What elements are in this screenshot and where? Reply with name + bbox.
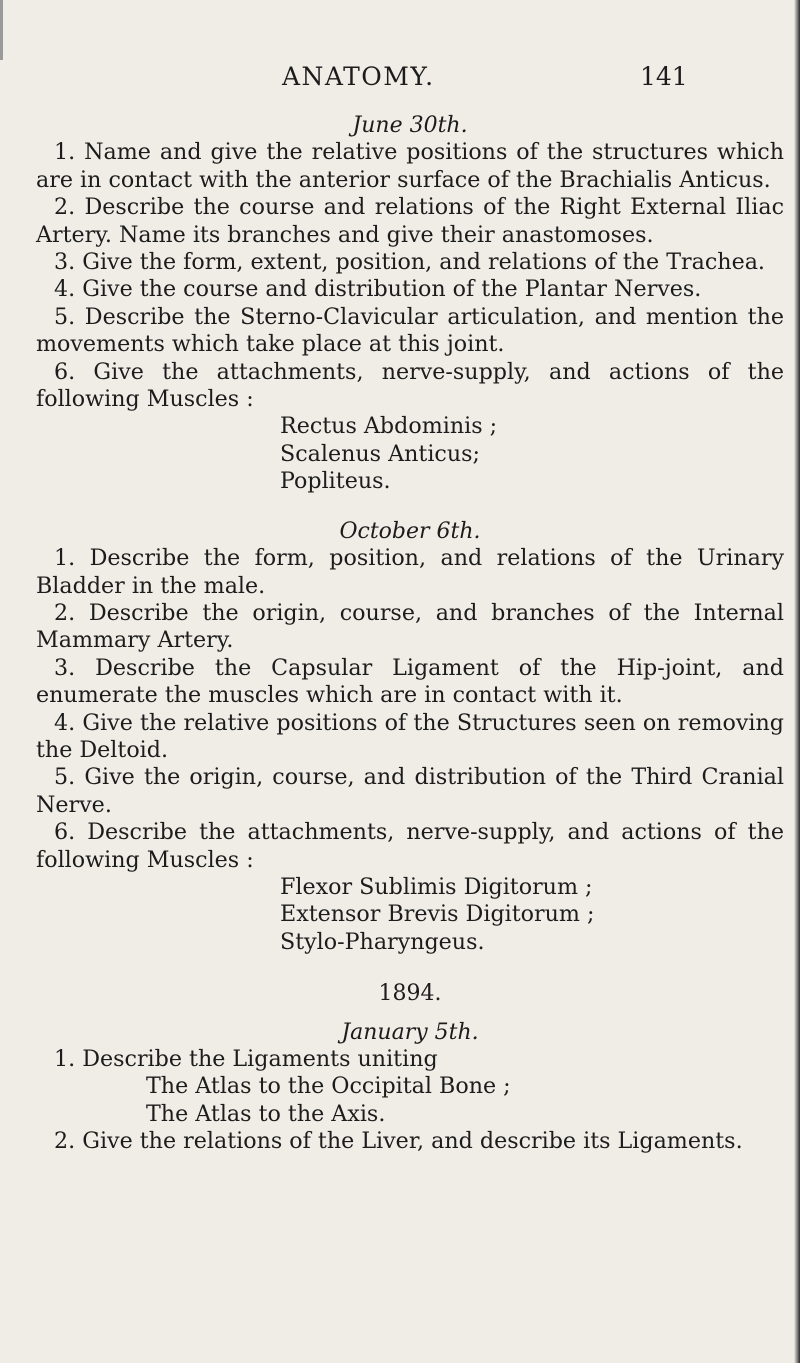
list-item: The Atlas to the Axis. — [146, 1100, 386, 1127]
muscle-list — [36, 874, 784, 956]
question: 4. Give the relative positions of the Structures seen on removing the Deltoid. — [36, 709, 784, 763]
list-item: Scalenus Anticus; — [280, 440, 481, 467]
list-item: The Atlas to the Occipital Bone ; — [146, 1073, 511, 1100]
section-date: June 30th. — [352, 113, 468, 138]
question: 2. Describe the course and relations of the Right External Iliac Artery. Name its branches and give their anastomoses. — [36, 194, 784, 248]
question: 3. Give the form, extent, position, and relations of the Trachea. — [54, 249, 765, 276]
muscle-list — [36, 413, 784, 495]
list-item: Flexor Sublimis Digitorum ; — [280, 873, 593, 900]
question: 4. Give the course and distribution of the Plantar Nerves. — [54, 276, 702, 303]
question: 1. Name and give the relative positions of the structures which are in contact with the anterior surface of the Brachialis Anticus. — [36, 139, 784, 193]
section-year: 1894. — [378, 981, 442, 1007]
section-date: October 6th. — [339, 518, 481, 544]
sub-list — [36, 1073, 784, 1128]
list-item: Rectus Abdominis ; — [280, 413, 498, 440]
page-content — [36, 112, 784, 1156]
exam-section-october — [36, 518, 784, 957]
question: 1. Describe the form, position, and relations of the Urinary Bladder in the male. — [36, 545, 784, 599]
page-number: 141 — [640, 62, 688, 91]
exam-section-june — [36, 112, 784, 496]
running-head-title: ANATOMY. — [282, 62, 435, 91]
section-date: January 5th. — [341, 1019, 479, 1045]
list-item: Stylo-Pharyngeus. — [280, 928, 485, 955]
exam-section-january — [36, 980, 784, 1155]
question: 5. Describe the Sterno-Clavicular articulation, and mention the movements which take place at this joint. — [36, 303, 784, 358]
list-item: Extensor Brevis Digitorum ; — [280, 901, 595, 928]
question: 2. Describe the origin, course, and branches of the Internal Mammary Artery. — [36, 599, 784, 654]
question: 2. Give the relations of the Liver, and describe its Ligaments. — [54, 1128, 743, 1155]
page-edge-right — [794, 0, 800, 1363]
page-edge-left — [0, 0, 3, 60]
question: 5. Give the origin, course, and distribution of the Third Cranial Nerve. — [36, 764, 784, 818]
running-head — [0, 62, 800, 102]
question: 1. Describe the Ligaments uniting — [54, 1046, 438, 1072]
question: 6. Describe the attachments, nerve-supply, and actions of the following Muscles : — [36, 819, 784, 873]
question: 3. Describe the Capsular Ligament of the Hip-joint, and enumerate the muscles which are in contact with it. — [36, 654, 784, 709]
list-item: Popliteus. — [280, 468, 391, 495]
question: 6. Give the attachments, nerve-supply, and actions of the following Muscles : — [36, 358, 784, 413]
